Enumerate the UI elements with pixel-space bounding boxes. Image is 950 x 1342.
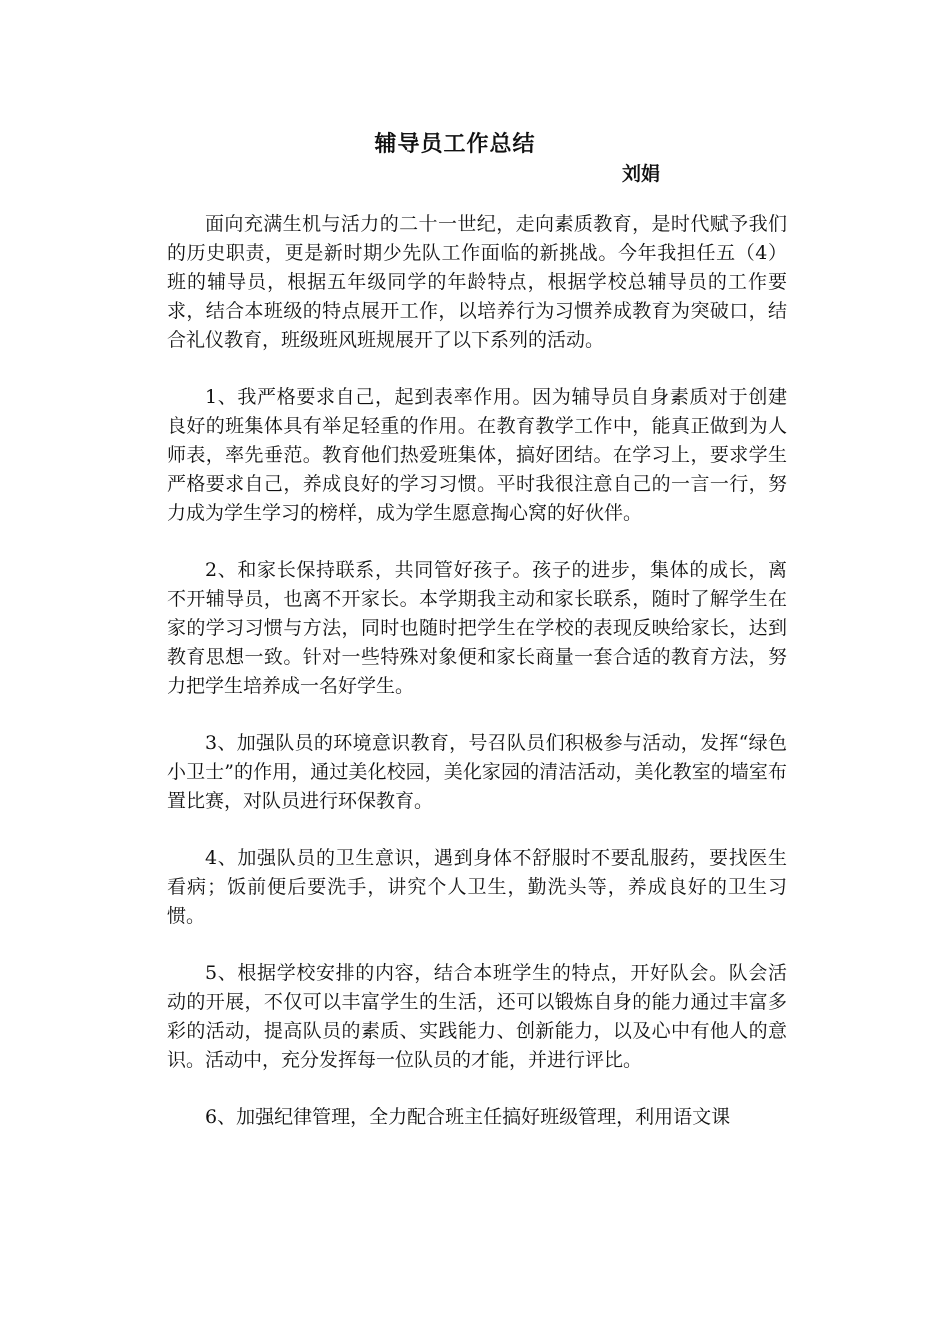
document-title: 辅导员工作总结 [374,132,536,157]
paragraph-item-6: 6、加强纪律管理，全力配合班主任搞好班级管理，利用语文课 [205,1106,731,1128]
paragraph-item-2: 2、和家长保持联系，共同管好孩子。孩子的进步，集体的成长，离不开辅导员，也离不开家长。本学期我主动和家长联系，随时了解学生在家的学习习惯与方法，同时也随时把学生在学校的表现反映给家长，达到教育思想一致。针对一些特殊对象便和家长商量一套合适的教育方法，努力把学生培养成一名好学生。 [167,559,787,697]
paragraph-intro: 面向充满生机与活力的二十一世纪，走向素质教育，是时代赋予我们的历史职责，更是新时期少先队工作面临的新挑战。今年我担任五（4）班的辅导员，根据五年级同学的年龄特点，根据学校总辅导员的工作要求，结合本班级的特点展开工作，以培养行为习惯养成教育为突破口，结合礼仪教育，班级班风班规展开了以下系列的活动。 [167,213,787,351]
paragraph-item-5: 5、根据学校安排的内容，结合本班学生的特点，开好队会。队会活动的开展，不仅可以丰富学生的生活，还可以锻炼自身的能力通过丰富多彩的活动，提高队员的素质、实践能力、创新能力，以及心中有他人的意识。活动中，充分发挥每一位队员的才能，并进行评比。 [167,962,787,1071]
document-author: 刘娟 [622,163,661,185]
paragraph-item-3: 3、加强队员的环境意识教育，号召队员们积极参与活动，发挥“绿色小卫士”的作用，通过美化校园，美化家园的清洁活动，美化教室的墙室布置比赛，对队员进行环保教育。 [167,732,787,812]
paragraph-item-1: 1、我严格要求自己，起到表率作用。因为辅导员自身素质对于创建良好的班集体具有举足轻重的作用。在教育教学工作中，能真正做到为人师表，率先垂范。教育他们热爱班集体，搞好团结。在学习上，要求学生严格要求自己，养成良好的学习习惯。平时我很注意自己的一言一行，努力成为学生学习的榜样，成为学生愿意掏心窝的好伙伴。 [167,386,787,524]
paragraph-item-4: 4、加强队员的卫生意识，遇到身体不舒服时不要乱服药，要找医生看病；饭前便后要洗手，讲究个人卫生，勤洗头等，养成良好的卫生习惯。 [167,847,787,927]
document-body [167,210,787,1160]
